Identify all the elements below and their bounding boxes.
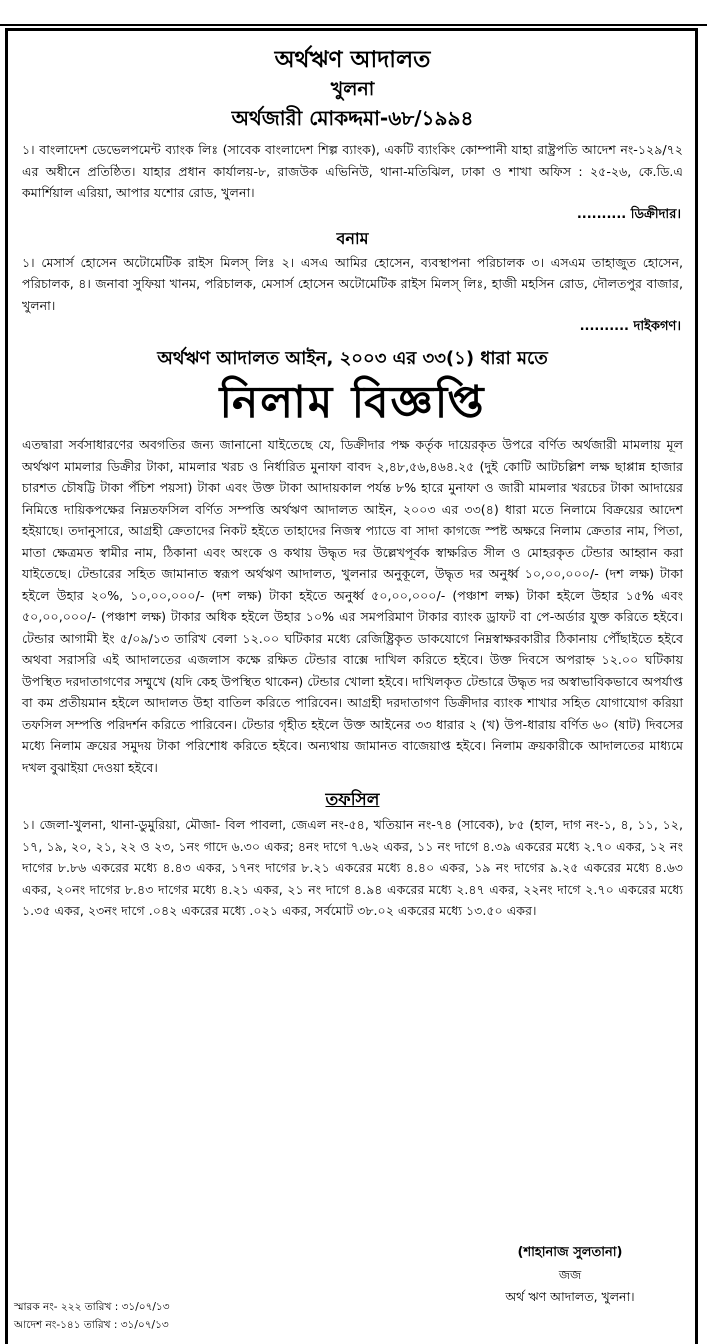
notice-title: নিলাম বিজ্ঞপ্তি	[219, 377, 486, 428]
decree-holder-role: .......... ডিক্রীদার।	[576, 206, 681, 222]
judge-designation: জজ	[558, 1267, 582, 1282]
signature-block	[455, 1242, 685, 1308]
case-number: অর্থজারী মোকদ্দমা-৬৮/১৯৯৪	[231, 106, 474, 130]
notice-body: এতদ্বারা সর্বসাধারণের অবগতির জন্য জানানো যাইতেছে যে, ডিক্রীদার পক্ষ কর্তৃক দায়েরকৃত উপরে বর্ণিত অর্থজারী মামলায় মূল অর্থঋণ মামলার ডিক্রীর টাকা, মামলার খরচ ও নির্ধারিত মুনাফা বাবদ ২,৪৮,৫৬,৪৬৪.২৫ (দুই কোটি আটচল্লিশ লক্ষ ছাপ্পান্ন হাজার চারশত চৌষট্টি টাকা পঁচিশ পয়সা) টাকা এবং উক্ত টাকা আদায়কাল পর্যন্ত ৮% হারে মুনাফা ও জারী মামলার খরচের টাকা আদায়ের নিমিত্তে দায়িকপক্ষের নিম্নতফসিল বর্ণিত সম্পত্তি অর্থঋণ আদালত আইন, ২০০৩ এর ৩৩(৪) ধারা মতে নিলামে বিক্রয়ের আদেশ হইয়াছে। তদানুসারে, আগ্রহী ক্রেতাদের নিকট হইতে তাহাদের নিজস্ব প্যাডে বা সাদা কাগজে স্পষ্ট অক্ষরে নিলাম ক্রেতার নাম, পিতা, মাতা ক্ষেত্রমত স্বামীর নাম, ঠিকানা এবং অংকে ও কথায় উদ্ধৃত দর উল্লেখপূর্বক স্বাক্ষরিত সীল ও মোহরকৃত টেন্ডার আহ্বান করা যাইতেছে। টেন্ডারের সহিত জামানাত স্বরূপ অর্থঋণ আদালত, খুলনার অনুকূলে, উদ্ধৃত দর অনুর্ধ্ব ১০,০০,০০০/- (দশ লক্ষ) টাকা হইলে উহার ২০%, ১০,০০,০০০/- (দশ লক্ষ) টাকা হইতে অনুর্ধ্ব ৫০,০০,০০০/- (পঞ্চাশ লক্ষ) টাকা হইলে উহার ১৫% এবং ৫০,০০,০০০/- (পঞ্চাশ লক্ষ) টাকার অধিক হইলে উহার ১০% এর সমপরিমাণ টাকার ব্যাংক ড্রাফট বা পে-অর্ডার যুক্ত করিতে হইবে। টেন্ডার আগামী ইং ৫/০৯/১৩ তারিখ বেলা ১২.০০ ঘটিকার মধ্যে রেজিষ্ট্রিকৃত ডাকযোগে নিম্নস্বাক্ষরকারীর ঠিকানায় পৌঁছাইতে হইবে অথবা সরাসরি এই আদালতের এজলাস কক্ষে রক্ষিত টেন্ডার বাক্সে দাখিল করিতে হইবে। উক্ত দিবসে অপরাহ্ন ১২.০০ ঘটিকায় উপস্থিত দরদাতাগণের সম্মুখে (যদি কেহ উপস্থিত থাকেন) টেন্ডার খোলা হইবে। দাখিলকৃত টেন্ডারে উদ্ধৃত দর অস্বাভাবিকভাবে অপর্যাপ্ত বা কম প্রতীয়মান হইলে আদালত উহা বাতিল করিতে পারিবেন। আগ্রহী দরদাতাগণ ডিক্রীদার ব্যাংক শাখার সহিত যোগাযোগ করিয়া তফসিল সম্পত্তি পরিদর্শন করিতে পারিবেন। টেন্ডার গৃহীত হইলে উক্ত আইনের ৩৩ ধারার ২ (খ) উপ-ধারায় বর্ণিত ৬০ (ষাট) দিবসের মধ্যে নিলাম ক্রয়ের সমুদয় টাকা পরিশোধ করিতে হইবে। অন্যথায় জামানত বাজেয়াপ্ত হইবে। নিলাম ক্রয়কারীকে আদালতের মাধ্যমে দখল বুঝাইয়া দেওয়া হইবে।	[22, 437, 683, 775]
decree-holder-text: ১। বাংলাদেশ ডেভেলপমেন্ট ব্যাংক লিঃ (সাবেক বাংলাদেশ শিল্প ব্যাংক), একটি ব্যাংকিং কোম্পানী যাহা রাষ্ট্রপতি আদেশ নং-১২৯/৭২ এর অধীনে প্রতিষ্ঠিত। যাহার প্রধান কার্যালয়-৮, রাজউক এভিনিউ, থানা-মতিঝিল, ঢাকা ও শাখা অফিস : ২৫-২৬, কে.ডি.এ কমার্শিয়াল এরিয়া, আপার যশোর রোড, খুলনা।	[22, 142, 684, 200]
memo-block	[14, 1298, 170, 1334]
schedule-heading: তফসিল	[325, 790, 380, 810]
schedule-text: ১। জেলা-খুলনা, থানা-ডুমুরিয়া, মৌজা- বিল পাবলা, জেএল নং-৫৪, খতিয়ান নং-৭৪ (সাবেক), ৮৫ (হাল, দাগ নং-১, ৪, ১১, ১২, ১৭, ১৯, ২০, ২১, ২২ ও ২৩, ১নং গাদে ৬.৩০ একর; ৪নং দাগে ৭.৬২ একর, ১১ নং দাগে ৪.৩৯ একরের মধ্যে ২.৭০ একর, ১২ নং দাগের ৮.৮৬ একরের মধ্যে ৪.৪৩ একর, ১৭নং দাগের ৮.২১ একরের মধ্যে ৪.৪০ একর, ১৯ নং দাগের ৯.২৫ একরের মধ্যে ৪.৬৩ একর, ২০নং দাগের ৮.৪৩ দাগের মধ্যে ৪.২১ একর, ২১ নং দাগে ৪.৯৪ একরের মধ্যে ২.৪৭ একর, ২২নং দাগে ২.৭০ একরের মধ্যে ১.৩৫ একর, ২৩নং দাগে .০৪২ একরের মধ্যে .০২১ একর, সর্বমোট ৩৮.০২ একরের মধ্যে ১৩.৫০ একর।	[22, 817, 683, 918]
top-border-strip	[0, 0, 707, 26]
court-signature-line: অর্থ ঋণ আদালত, খুলনা।	[505, 1289, 635, 1304]
notice-document	[5, 28, 698, 1344]
versus-heading: বনাম	[336, 228, 369, 248]
court-title: অর্থঋণ আদালত	[274, 47, 431, 73]
debtors-text: ১। মেসার্স হোসেন অটোমেটিক রাইস মিলস্ লিঃ ২। এসএ আমির হোসেন, ব্যবস্থাপনা পরিচালক ৩। এসএম তাহাজুত হোসেন, পরিচালক, ৪। জনাবা সুফিয়া খানম, পরিচালক, মেসার্স হোসেন অটোমেটিক রাইস মিলস্ লিঃ, হাজী মহসিন রোড, দৌলতপুর বাজার, খুলনা।	[22, 254, 683, 313]
law-reference: অর্থঋণ আদালত আইন, ২০০৩ এর ৩৩(১) ধারা মতে	[157, 348, 548, 369]
order-number: আদেশ নং-১৪১ তারিখ : ৩১/০৭/১৩	[14, 1319, 169, 1331]
debtors-role: .......... দাইকগণ।	[579, 319, 681, 334]
memo-number: স্মারক নং- ২২২ তারিখ : ৩১/০৭/১৩	[14, 1301, 170, 1313]
court-city: খুলনা	[330, 78, 375, 100]
judge-name: (শাহানাজ সুলতানা)	[517, 1245, 623, 1260]
